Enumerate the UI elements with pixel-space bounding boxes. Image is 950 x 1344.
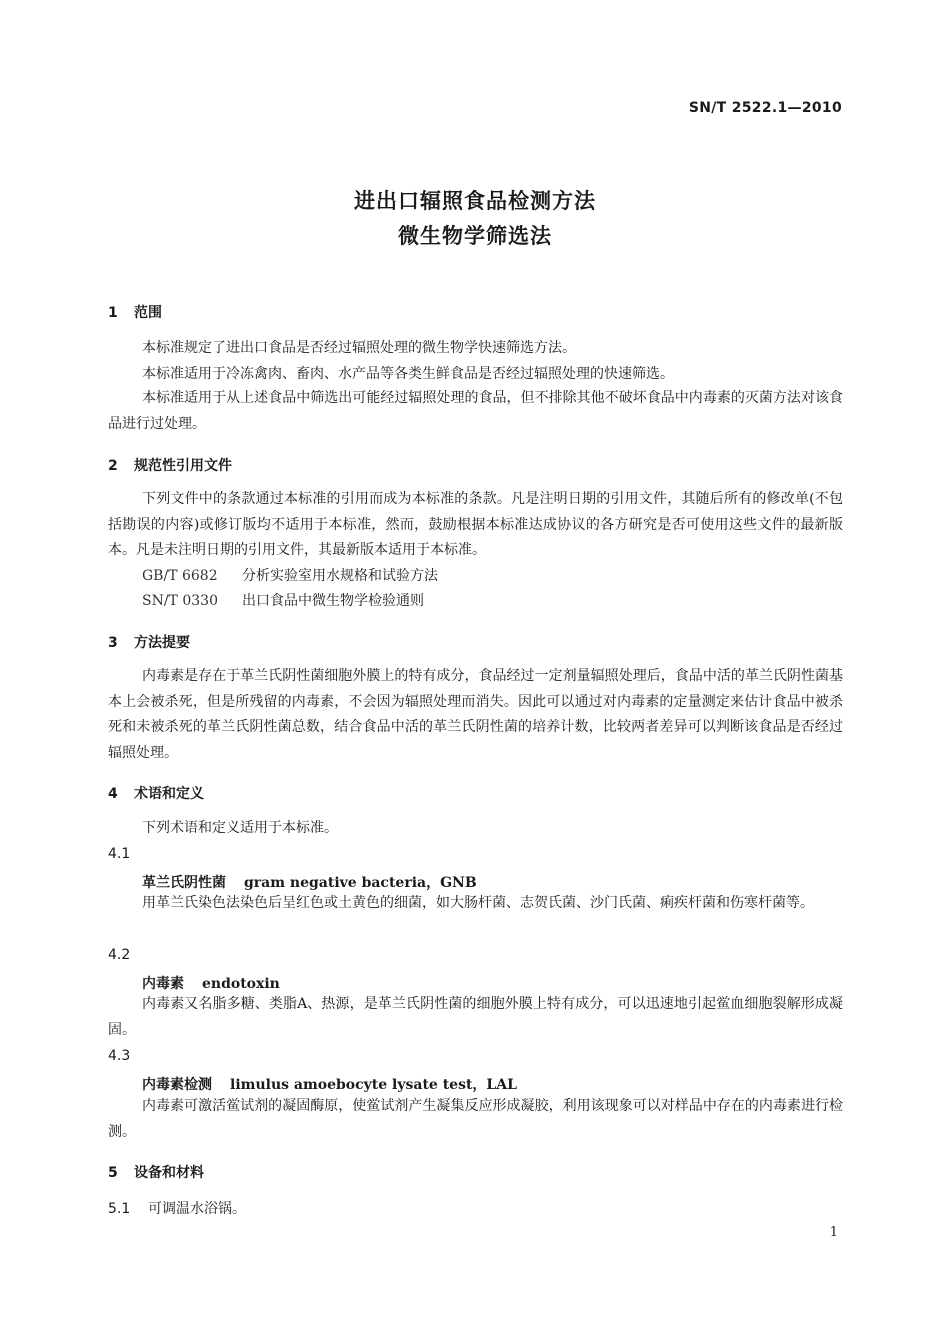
section-title: 设备和材料 <box>134 1165 204 1181</box>
reference-code: GB/T 6682 <box>142 568 218 584</box>
term-chinese: 内毒素 <box>142 976 184 992</box>
term-entry <box>142 872 477 892</box>
paragraph: 下列术语和定义适用于本标准。 <box>142 820 338 836</box>
term-english: endotoxin <box>202 976 280 992</box>
list-item <box>108 1198 246 1218</box>
section-heading-terms-definitions <box>108 783 204 803</box>
term-definition: 内毒素可激活鲎试剂的凝固酶原，使鲎试剂产生凝集反应形成凝胶，利用该现象可以对样品中存在的内毒素进行检测。 <box>108 1098 843 1140</box>
section-title: 方法提要 <box>134 635 190 651</box>
term-chinese: 革兰氏阴性菌 <box>142 875 226 891</box>
reference-code: SN/T 0330 <box>142 593 218 609</box>
term-english: gram negative bacteria，GNB <box>244 875 477 891</box>
paragraph: 内毒素是存在于革兰氏阴性菌细胞外膜上的特有成分，食品经过一定剂量辐照处理后，食品中活的革兰氏阴性菌基本上会被杀死，但是所残留的内毒素，不会因为辐照处理而消失。因此可以通过对内毒素的定量测定来估计食品中被杀死和未被杀死的革兰氏阴性菌总数，结合食品中活的革兰氏阴性菌的培养计数，比较两者差异可以判断该食品是否经过辐照处理。 <box>108 668 843 761</box>
term-number: 4.1 <box>108 846 131 862</box>
item-number: 5.1 <box>108 1201 131 1217</box>
term-entry <box>142 973 280 993</box>
section-number: 3 <box>108 635 118 651</box>
section-number: 2 <box>108 458 118 474</box>
reference-item <box>142 564 438 590</box>
section-number: 5 <box>108 1165 118 1181</box>
section-title: 范围 <box>134 305 162 321</box>
section-number: 1 <box>108 305 118 321</box>
reference-title: 分析实验室用水规格和试验方法 <box>242 568 438 584</box>
section-heading-normative-references <box>108 455 232 475</box>
term-number: 4.3 <box>108 1048 131 1064</box>
paragraph: 本标准适用于从上述食品中筛选出可能经过辐照处理的食品，但不排除其他不破坏食品中内毒素的灭菌方法对该食品进行过处理。 <box>108 390 843 432</box>
section-number: 4 <box>108 786 118 802</box>
section-title: 术语和定义 <box>134 786 204 802</box>
paragraph: 本标准规定了进出口食品是否经过辐照处理的微生物学快速筛选方法。 <box>142 340 576 356</box>
page-number: 1 <box>829 1225 838 1240</box>
term-number: 4.2 <box>108 947 131 963</box>
standard-code: SN/T 2522.1—2010 <box>688 100 842 116</box>
term-definition: 用革兰氏染色法染色后呈红色或土黄色的细菌，如大肠杆菌、志贺氏菌、沙门氏菌、痢疾杆菌和伤寒杆菌等。 <box>142 895 814 911</box>
term-english: limulus amoebocyte lysate test，LAL <box>230 1077 517 1093</box>
document-subtitle: 微生物学筛选法 <box>398 224 552 248</box>
term-entry <box>142 1074 517 1094</box>
term-definition: 内毒素又名脂多糖、类脂A、热源，是革兰氏阴性菌的细胞外膜上特有成分，可以迅速地引起鲎血细胞裂解形成凝固。 <box>108 996 843 1038</box>
section-heading-scope <box>108 302 162 322</box>
document-title: 进出口辐照食品检测方法 <box>354 189 596 213</box>
section-title: 规范性引用文件 <box>134 458 232 474</box>
item-text: 可调温水浴锅。 <box>148 1201 246 1217</box>
paragraph: 下列文件中的条款通过本标准的引用而成为本标准的条款。凡是注明日期的引用文件，其随后所有的修改单(不包括勘误的内容)或修订版均不适用于本标准，然而，鼓励根据本标准达成协议的各方研究是否可使用这些文件的最新版本。凡是未注明日期的引用文件，其最新版本适用于本标准。 <box>108 491 843 558</box>
term-chinese: 内毒素检测 <box>142 1077 212 1093</box>
paragraph: 本标准适用于冷冻禽肉、畜肉、水产品等各类生鲜食品是否经过辐照处理的快速筛选。 <box>142 366 674 382</box>
reference-title: 出口食品中微生物学检验通则 <box>242 593 424 609</box>
reference-item <box>142 589 424 615</box>
section-heading-method-summary <box>108 632 190 652</box>
section-heading-equipment <box>108 1162 204 1182</box>
